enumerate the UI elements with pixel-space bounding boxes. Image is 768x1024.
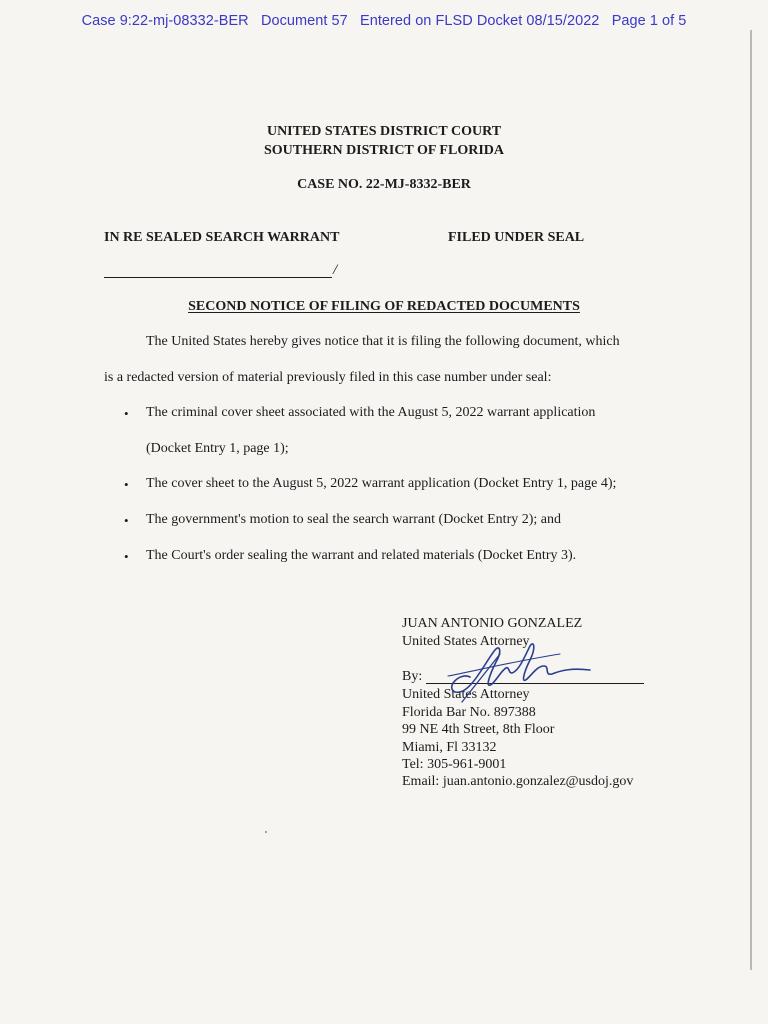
body-paragraph-line-1: The United States hereby gives notice that it is filing the following document, which bbox=[146, 334, 620, 349]
list-item-4: The Court's order sealing the warrant and related materials (Docket Entry 3). bbox=[146, 548, 577, 563]
case-number: CASE NO. 22-MJ-8332-BER bbox=[297, 177, 471, 192]
list-item-1-line-2: (Docket Entry 1, page 1); bbox=[146, 441, 289, 456]
court-heading bbox=[0, 122, 768, 160]
list-item-3: The government's motion to seal the search warrant (Docket Entry 2); and bbox=[146, 512, 561, 527]
caption-left: IN RE SEALED SEARCH WARRANT bbox=[104, 230, 340, 245]
signer-city: Miami, Fl 33132 bbox=[402, 740, 497, 755]
header-entered: Entered on FLSD Docket 08/15/2022 bbox=[359, 13, 600, 29]
bullet-dot-icon: • bbox=[124, 406, 129, 421]
list-item-2: The cover sheet to the August 5, 2022 warrant application (Docket Entry 1, page 4); bbox=[146, 476, 617, 491]
court-line-2: SOUTHERN DISTRICT OF FLORIDA bbox=[264, 143, 504, 158]
signer-name: JUAN ANTONIO GONZALEZ bbox=[402, 616, 583, 631]
bullet-dot-icon: • bbox=[124, 549, 129, 564]
signer-role: United States Attorney bbox=[402, 687, 530, 702]
header-document: Document 57 bbox=[260, 13, 348, 29]
caption-right: FILED UNDER SEAL bbox=[448, 230, 585, 245]
caption-slash: / bbox=[333, 262, 338, 278]
signer-email: Email: juan.antonio.gonzalez@usdoj.gov bbox=[402, 774, 634, 789]
handwritten-signature bbox=[440, 632, 600, 712]
header-case: Case 9:22-mj-08332-BER bbox=[81, 13, 249, 29]
header-page: Page 1 of 5 bbox=[611, 13, 687, 29]
signer-bar-number: Florida Bar No. 897388 bbox=[402, 705, 536, 720]
scan-edge-line bbox=[750, 30, 752, 970]
bullet-dot-icon: • bbox=[124, 513, 129, 528]
signature-by-label: By: bbox=[402, 669, 423, 684]
court-line-1: UNITED STATES DISTRICT COURT bbox=[266, 124, 502, 139]
signer-title: United States Attorney bbox=[402, 634, 530, 649]
signer-telephone: Tel: 305-961-9001 bbox=[402, 757, 507, 772]
bullet-dot-icon: • bbox=[124, 477, 129, 492]
signer-address: 99 NE 4th Street, 8th Floor bbox=[402, 722, 555, 737]
list-item-1-line-1: The criminal cover sheet associated with the August 5, 2022 warrant application bbox=[146, 405, 596, 420]
caption-underline bbox=[104, 277, 332, 278]
scan-speck bbox=[265, 831, 267, 833]
document-title: SECOND NOTICE OF FILING OF REDACTED DOCUMENTS bbox=[188, 299, 580, 314]
filing-header bbox=[0, 13, 768, 29]
body-paragraph-line-2: is a redacted version of material previously filed in this case number under seal: bbox=[104, 370, 552, 385]
